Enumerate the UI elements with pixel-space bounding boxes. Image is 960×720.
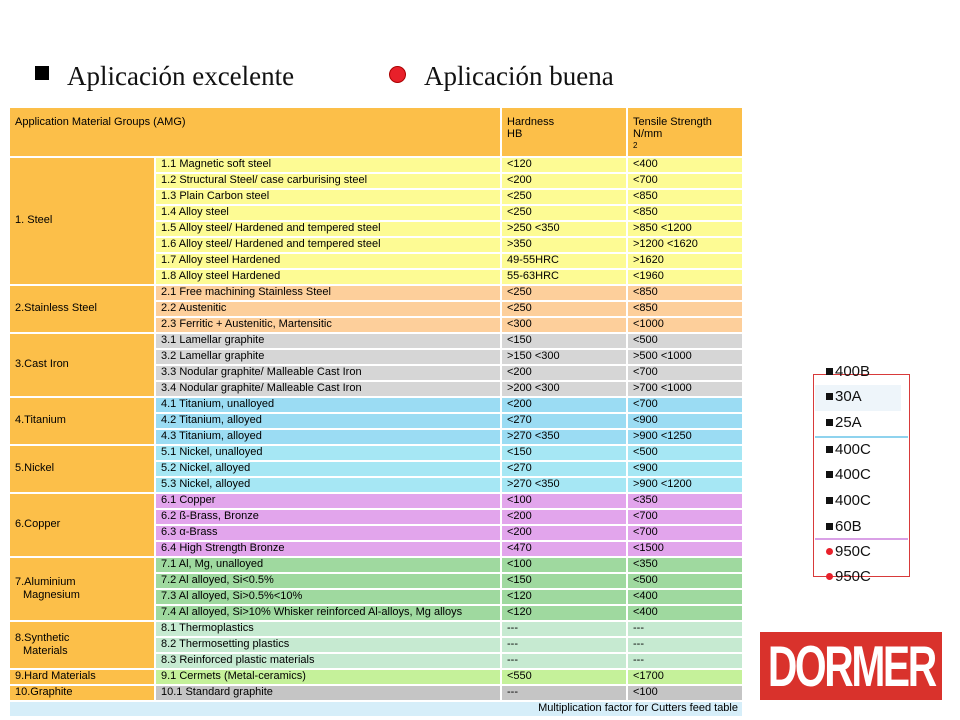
material-cell: 10.1 Standard graphite <box>156 686 500 700</box>
tensile-cell: <700 <box>628 526 742 540</box>
tensile-cell: <400 <box>628 158 742 172</box>
hardness-cell: --- <box>502 622 626 636</box>
tensile-cell: <500 <box>628 334 742 348</box>
material-cell: 1.2 Structural Steel/ case carburising steel <box>156 174 500 188</box>
amg-group-name: 10.Graphite <box>10 686 154 700</box>
hardness-cell: <200 <box>502 174 626 188</box>
black-square-icon <box>826 497 833 504</box>
black-square-icon <box>826 368 833 375</box>
tensile-cell: <700 <box>628 366 742 380</box>
table-row <box>10 670 742 684</box>
material-cell: 7.1 Al, Mg, unalloyed <box>156 558 500 572</box>
material-cell: 4.3 Titanium, alloyed <box>156 430 500 444</box>
tensile-cell: <400 <box>628 606 742 620</box>
hardness-cell: <270 <box>502 414 626 428</box>
amg-group-name: 5.Nickel <box>10 446 154 492</box>
material-cell: 6.1 Copper <box>156 494 500 508</box>
material-cell: 1.1 Magnetic soft steel <box>156 158 500 172</box>
side-panel <box>813 363 910 585</box>
material-cell: 6.4 High Strength Bronze <box>156 542 500 556</box>
hardness-cell: <120 <box>502 158 626 172</box>
tensile-cell: >700 <1000 <box>628 382 742 396</box>
material-cell: 8.3 Reinforced plastic materials <box>156 654 500 668</box>
material-cell: 2.1 Free machining Stainless Steel <box>156 286 500 300</box>
tensile-cell: <850 <box>628 206 742 220</box>
hardness-cell: <200 <box>502 510 626 524</box>
side-item: 30A <box>826 388 862 405</box>
tensile-cell: <850 <box>628 190 742 204</box>
side-item-partial: 400B <box>826 363 870 380</box>
tensile-cell: <850 <box>628 286 742 300</box>
material-cell: 3.2 Lamellar graphite <box>156 350 500 364</box>
hardness-cell: <120 <box>502 606 626 620</box>
material-cell: 3.4 Nodular graphite/ Malleable Cast Iron <box>156 382 500 396</box>
black-square-icon <box>35 66 49 80</box>
hardness-cell: <250 <box>502 286 626 300</box>
table-row <box>10 286 742 300</box>
tensile-cell: >900 <1250 <box>628 430 742 444</box>
tensile-cell: >1200 <1620 <box>628 238 742 252</box>
tensile-cell: <1500 <box>628 542 742 556</box>
header-amg: Application Material Groups (AMG) <box>10 108 500 156</box>
tensile-cell: --- <box>628 622 742 636</box>
amg-group-name: 6.Copper <box>10 494 154 556</box>
table-header-row <box>10 108 742 156</box>
tensile-cell: --- <box>628 654 742 668</box>
tensile-cell: <1700 <box>628 670 742 684</box>
table-row <box>10 622 742 636</box>
hardness-cell: <470 <box>502 542 626 556</box>
hardness-cell: 55-63HRC <box>502 270 626 284</box>
material-cell: 5.1 Nickel, unalloyed <box>156 446 500 460</box>
header-tensile: Tensile Strength N/mm $^2$ <box>628 108 742 156</box>
material-cell: 2.3 Ferritic + Austenitic, Martensitic <box>156 318 500 332</box>
hardness-cell: <200 <box>502 366 626 380</box>
amg-group-name: 8.Synthetic Materials <box>10 622 154 668</box>
material-cell: 1.3 Plain Carbon steel <box>156 190 500 204</box>
material-cell: 7.2 Al alloyed, Si<0.5% <box>156 574 500 588</box>
tensile-cell: <850 <box>628 302 742 316</box>
material-cell: 2.2 Austenitic <box>156 302 500 316</box>
red-dot-icon <box>389 66 406 83</box>
table-row <box>10 398 742 412</box>
logo-text: DORMER <box>767 634 935 698</box>
side-item: 60B <box>826 518 862 535</box>
material-cell: 1.4 Alloy steel <box>156 206 500 220</box>
hardness-cell: >270 <350 <box>502 430 626 444</box>
legend-good-label: Aplicación buena <box>424 60 614 91</box>
amg-group-name: 2.Stainless Steel <box>10 286 154 332</box>
hardness-cell: <250 <box>502 206 626 220</box>
hardness-cell: >270 <350 <box>502 478 626 492</box>
amg-group-name: 7.Aluminium Magnesium <box>10 558 154 620</box>
material-cell: 3.1 Lamellar graphite <box>156 334 500 348</box>
side-item: 400C <box>826 441 871 458</box>
side-item: 400C <box>826 466 871 483</box>
tensile-cell: >900 <1200 <box>628 478 742 492</box>
amg-group-name: 4.Titanium <box>10 398 154 444</box>
material-cell: 1.5 Alloy steel/ Hardened and tempered steel <box>156 222 500 236</box>
amg-group-name: 1. Steel <box>10 158 154 284</box>
material-cell: 6.3 α-Brass <box>156 526 500 540</box>
hardness-cell: --- <box>502 638 626 652</box>
material-cell: 8.1 Thermoplastics <box>156 622 500 636</box>
table-row <box>10 494 742 508</box>
material-cell: 1.8 Alloy steel Hardened <box>156 270 500 284</box>
table-row <box>10 558 742 572</box>
material-cell: 7.3 Al alloyed, Si>0.5%<10% <box>156 590 500 604</box>
table-row <box>10 686 742 700</box>
hardness-cell: <270 <box>502 462 626 476</box>
hardness-cell: >350 <box>502 238 626 252</box>
material-cell: 4.2 Titanium, alloyed <box>156 414 500 428</box>
hardness-cell: <200 <box>502 398 626 412</box>
table-footer-row <box>10 702 742 716</box>
hardness-cell: <250 <box>502 190 626 204</box>
tensile-cell: >850 <1200 <box>628 222 742 236</box>
material-cell: 1.6 Alloy steel/ Hardened and tempered steel <box>156 238 500 252</box>
legend-good <box>389 58 614 94</box>
material-cell: 6.2 ß-Brass, Bronze <box>156 510 500 524</box>
material-cell: 3.3 Nodular graphite/ Malleable Cast Iron <box>156 366 500 380</box>
hardness-cell: <250 <box>502 302 626 316</box>
footer-label: Multiplication factor for Cutters feed table <box>10 702 742 716</box>
tensile-cell: <1960 <box>628 270 742 284</box>
side-item: 25A <box>826 414 862 431</box>
tensile-cell: <350 <box>628 558 742 572</box>
hardness-cell: <150 <box>502 446 626 460</box>
tensile-cell: <900 <box>628 414 742 428</box>
amg-group-name: 3.Cast Iron <box>10 334 154 396</box>
tensile-cell: <500 <box>628 574 742 588</box>
material-cell: 1.7 Alloy steel Hardened <box>156 254 500 268</box>
hardness-cell: >250 <350 <box>502 222 626 236</box>
hardness-cell: --- <box>502 686 626 700</box>
hardness-cell: <150 <box>502 334 626 348</box>
table-row <box>10 158 742 172</box>
black-square-icon <box>826 393 833 400</box>
hardness-cell: >200 <300 <box>502 382 626 396</box>
legend-excellent-label: Aplicación excelente <box>67 60 295 91</box>
tensile-cell: <500 <box>628 446 742 460</box>
tensile-cell: <1000 <box>628 318 742 332</box>
header-hardness: Hardness HB <box>502 108 626 156</box>
tensile-cell: --- <box>628 638 742 652</box>
hardness-cell: <200 <box>502 526 626 540</box>
side-item: 400C <box>826 492 871 509</box>
hardness-cell: 49-55HRC <box>502 254 626 268</box>
dormer-logo <box>760 632 942 700</box>
hardness-cell: <100 <box>502 558 626 572</box>
material-cell: 5.3 Nickel, alloyed <box>156 478 500 492</box>
hardness-cell: <100 <box>502 494 626 508</box>
tensile-cell: <350 <box>628 494 742 508</box>
tensile-cell: <700 <box>628 398 742 412</box>
tensile-cell: >1620 <box>628 254 742 268</box>
side-item: 950C <box>826 568 871 585</box>
hardness-cell: <300 <box>502 318 626 332</box>
tensile-cell: <700 <box>628 510 742 524</box>
tensile-cell: <100 <box>628 686 742 700</box>
material-cell: 7.4 Al alloyed, Si>10% Whisker reinforced Al-alloys, Mg alloys <box>156 606 500 620</box>
table-row <box>10 334 742 348</box>
tensile-cell: <900 <box>628 462 742 476</box>
red-dot-icon <box>826 573 833 580</box>
red-dot-icon <box>826 548 833 555</box>
material-cell: 8.2 Thermosetting plastics <box>156 638 500 652</box>
black-square-icon <box>826 419 833 426</box>
hardness-cell: <550 <box>502 670 626 684</box>
hardness-cell: <150 <box>502 574 626 588</box>
black-square-icon <box>826 446 833 453</box>
tensile-cell: <400 <box>628 590 742 604</box>
material-cell: 5.2 Nickel, alloyed <box>156 462 500 476</box>
material-cell: 4.1 Titanium, unalloyed <box>156 398 500 412</box>
legend-excellent <box>35 58 294 94</box>
side-item: 950C <box>826 543 871 560</box>
table-row <box>10 446 742 460</box>
amg-group-name: 9.Hard Materials <box>10 670 154 684</box>
hardness-cell: <120 <box>502 590 626 604</box>
tensile-cell: >500 <1000 <box>628 350 742 364</box>
hardness-cell: >150 <300 <box>502 350 626 364</box>
hardness-cell: --- <box>502 654 626 668</box>
tensile-cell: <700 <box>628 174 742 188</box>
black-square-icon <box>826 471 833 478</box>
black-square-icon <box>826 523 833 530</box>
material-cell: 9.1 Cermets (Metal-ceramics) <box>156 670 500 684</box>
amg-table <box>8 106 744 718</box>
